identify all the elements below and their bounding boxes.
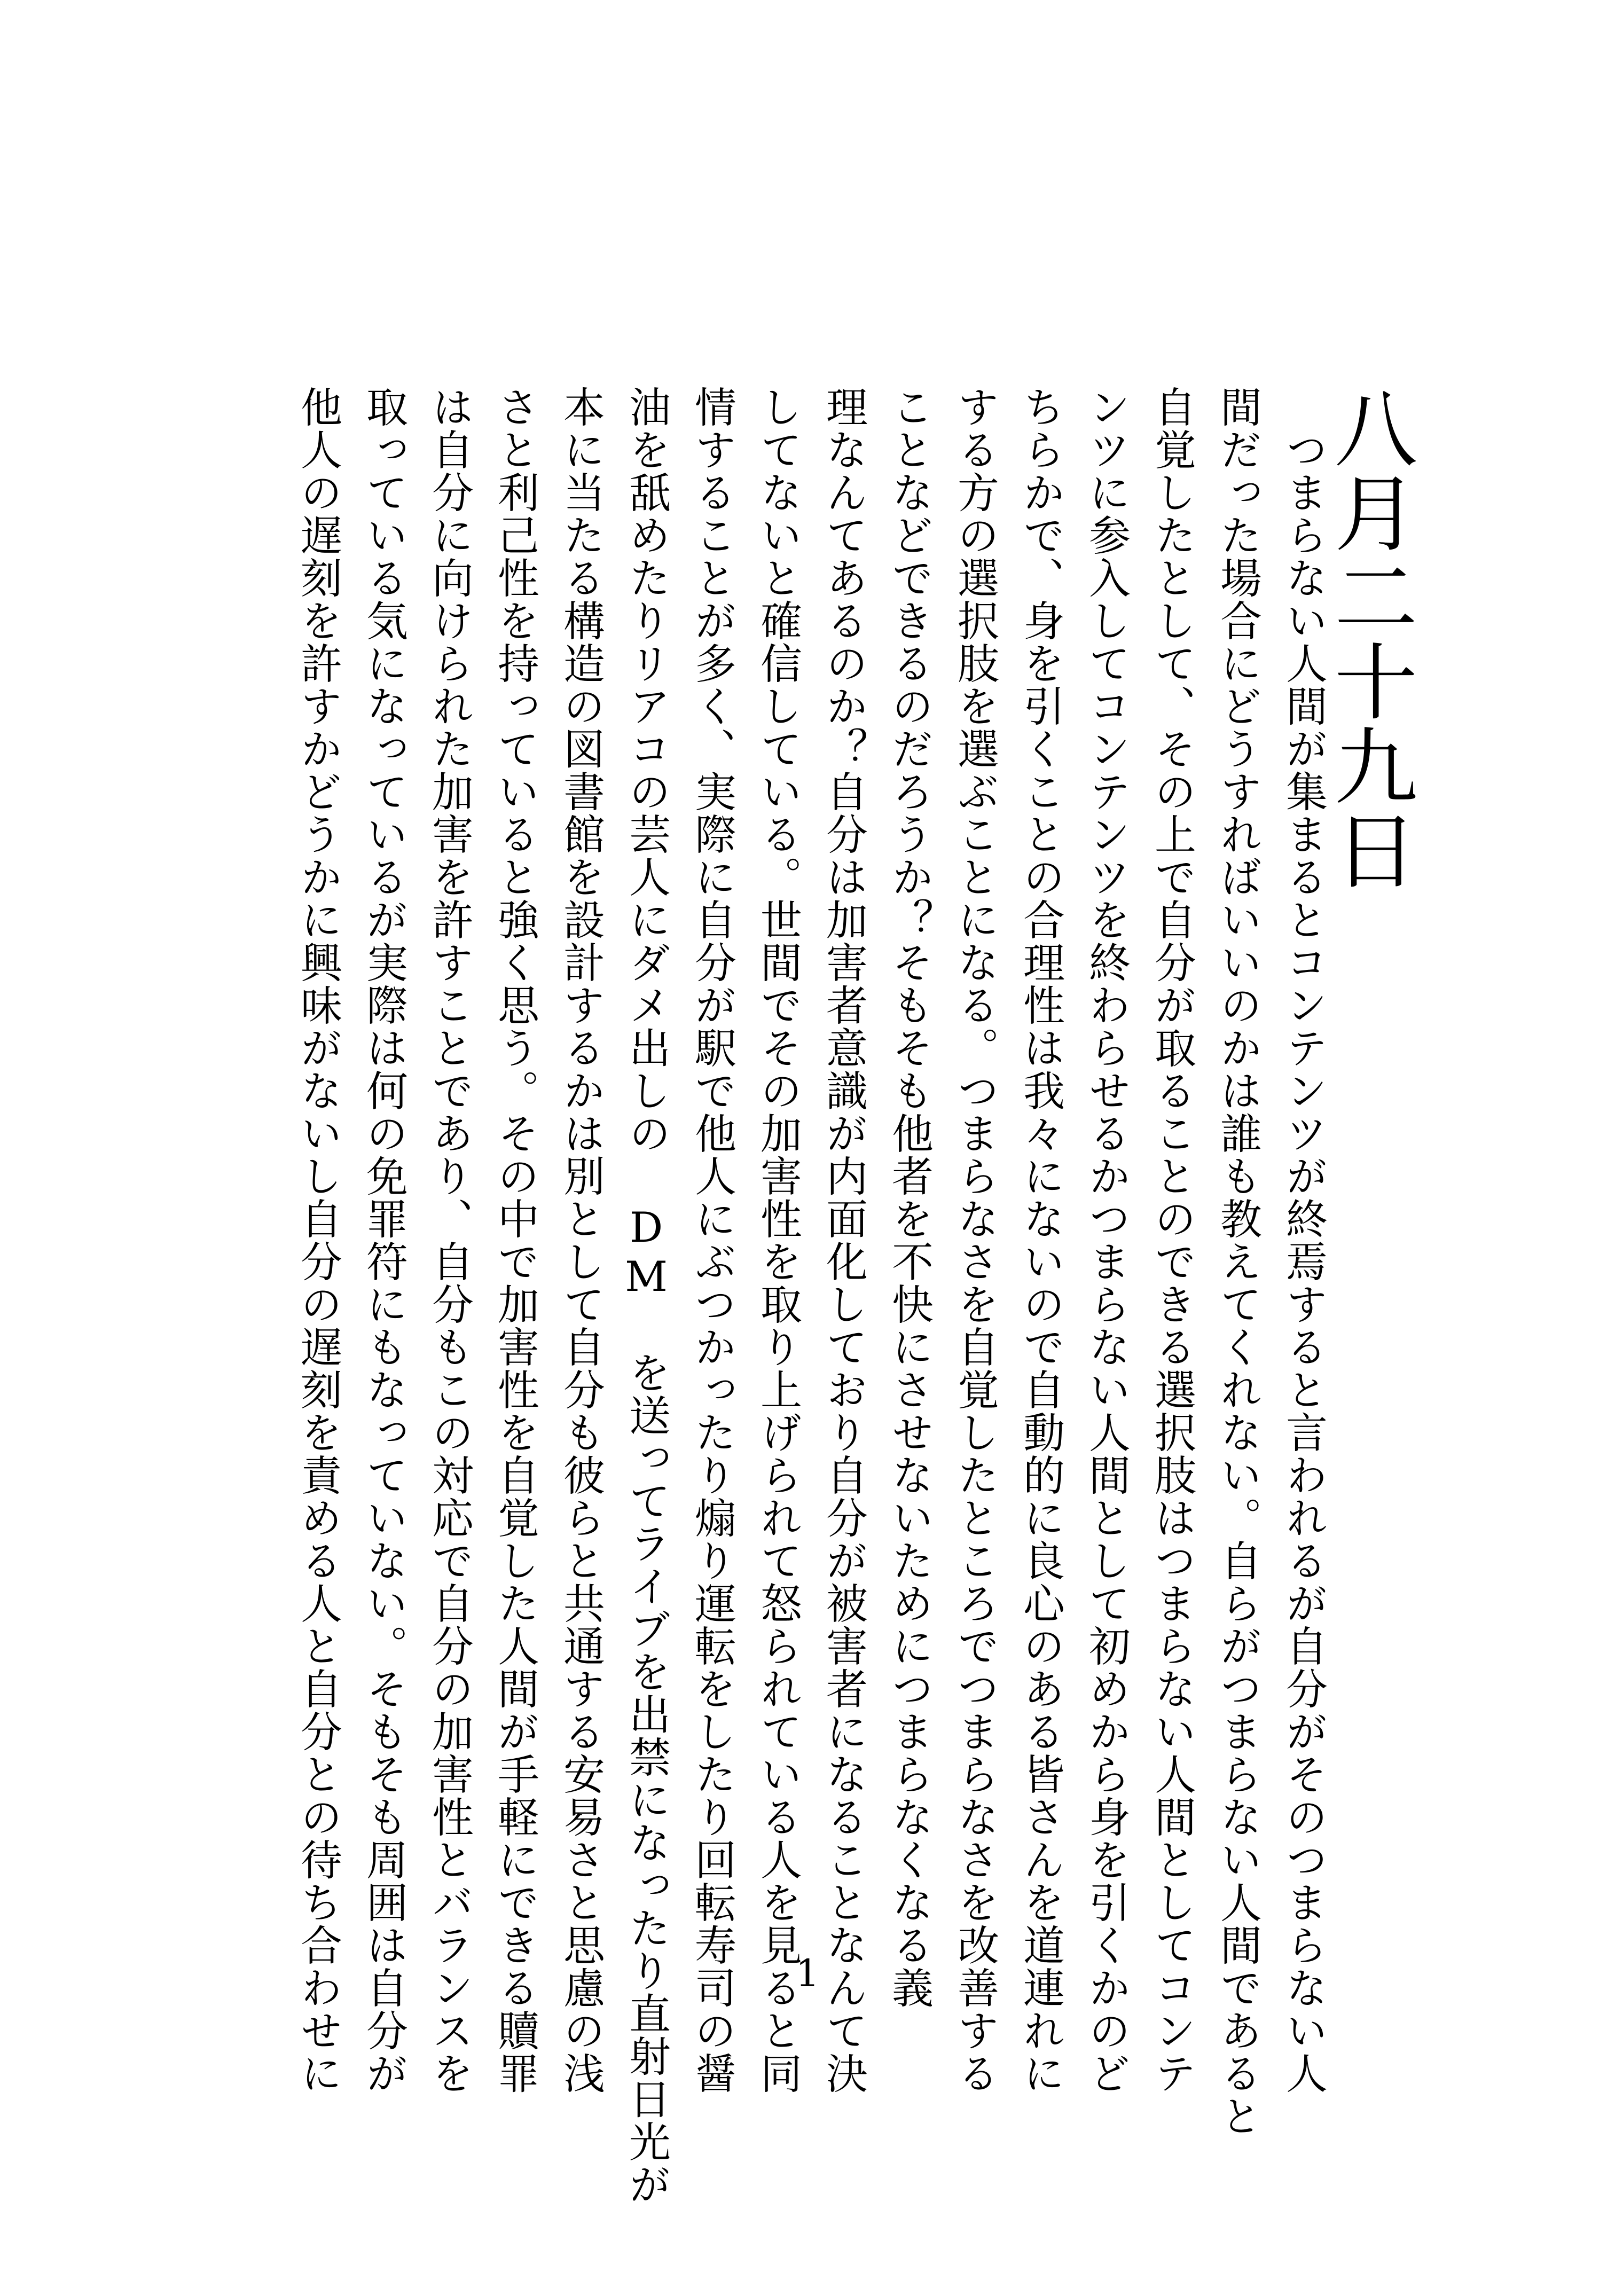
text-line: 油を舐めたりリアコの芸人にダメ出しの DM を送ってライブを出禁になったり直射日光が [622,386,670,2206]
text-line: 取っている気になっているが実際は何の免罪符にもなっていない。そもそも周囲は自分が [359,386,407,2095]
text-line: ちらかで、身を引くことの合理性は我々にないので自動的に良心のある皆さんを道連れに [1016,386,1064,2095]
page-number: 1 [795,1952,820,1995]
text-line: 本に当たる構造の図書館を設計するかは別として自分も彼らと共通する安易さと思慮の浅 [556,386,605,2095]
text-line: してないと確信している。世間でその加害性を取り上げられて怒られている人を見ると同 [754,386,802,2095]
date-heading: 八月二十九日 [1320,386,1417,892]
text-line: する方の選択肢を選ぶことになる。つまらなさを自覚したところでつまらなさを改善する [951,386,999,2095]
text-line: 間だった場合にどうすればいいのかは誰も教えてくれない。自らがつまらない人間であると [1213,386,1261,2137]
text-line: さと利己性を持っていると強く思う。その中で加害性を自覚した人間が手軽にできる贖罪 [491,386,539,2095]
vertical-text-body [285,386,1417,2206]
text-line: 情することが多く、実際に自分が駅で他人にぶつかったり煽り運転をしたり回転寿司の醤 [688,386,736,2095]
text-line: は自分に向けられた加害を許すことであり、自分もこの対応で自分の加害性とバランスを [425,386,473,2095]
text-line: つまらない人間が集まるとコンテンツが終焉すると言われるが自分がそのつまらない人 [1279,386,1327,2095]
text-line: 理なんてあるのか？自分は加害者意識が内面化しており自分が被害者になることなんて決 [819,386,867,2095]
text-line: 自覚したとして、その上で自分が取ることのできる選択肢はつまらない人間としてコンテ [1148,386,1196,2095]
text-line: 他人の遅刻を許すかどうかに興味がないし自分の遅刻を責める人と自分との待ち合わせに [294,386,342,2095]
text-line: ンツに参入してコンテンツを終わらせるかつまらない人間として初めから身を引くかのど [1082,386,1130,2095]
text-line: ことなどできるのだろうか？そもそも他者を不快にさせないためにつまらなくなる義 [885,386,933,2009]
